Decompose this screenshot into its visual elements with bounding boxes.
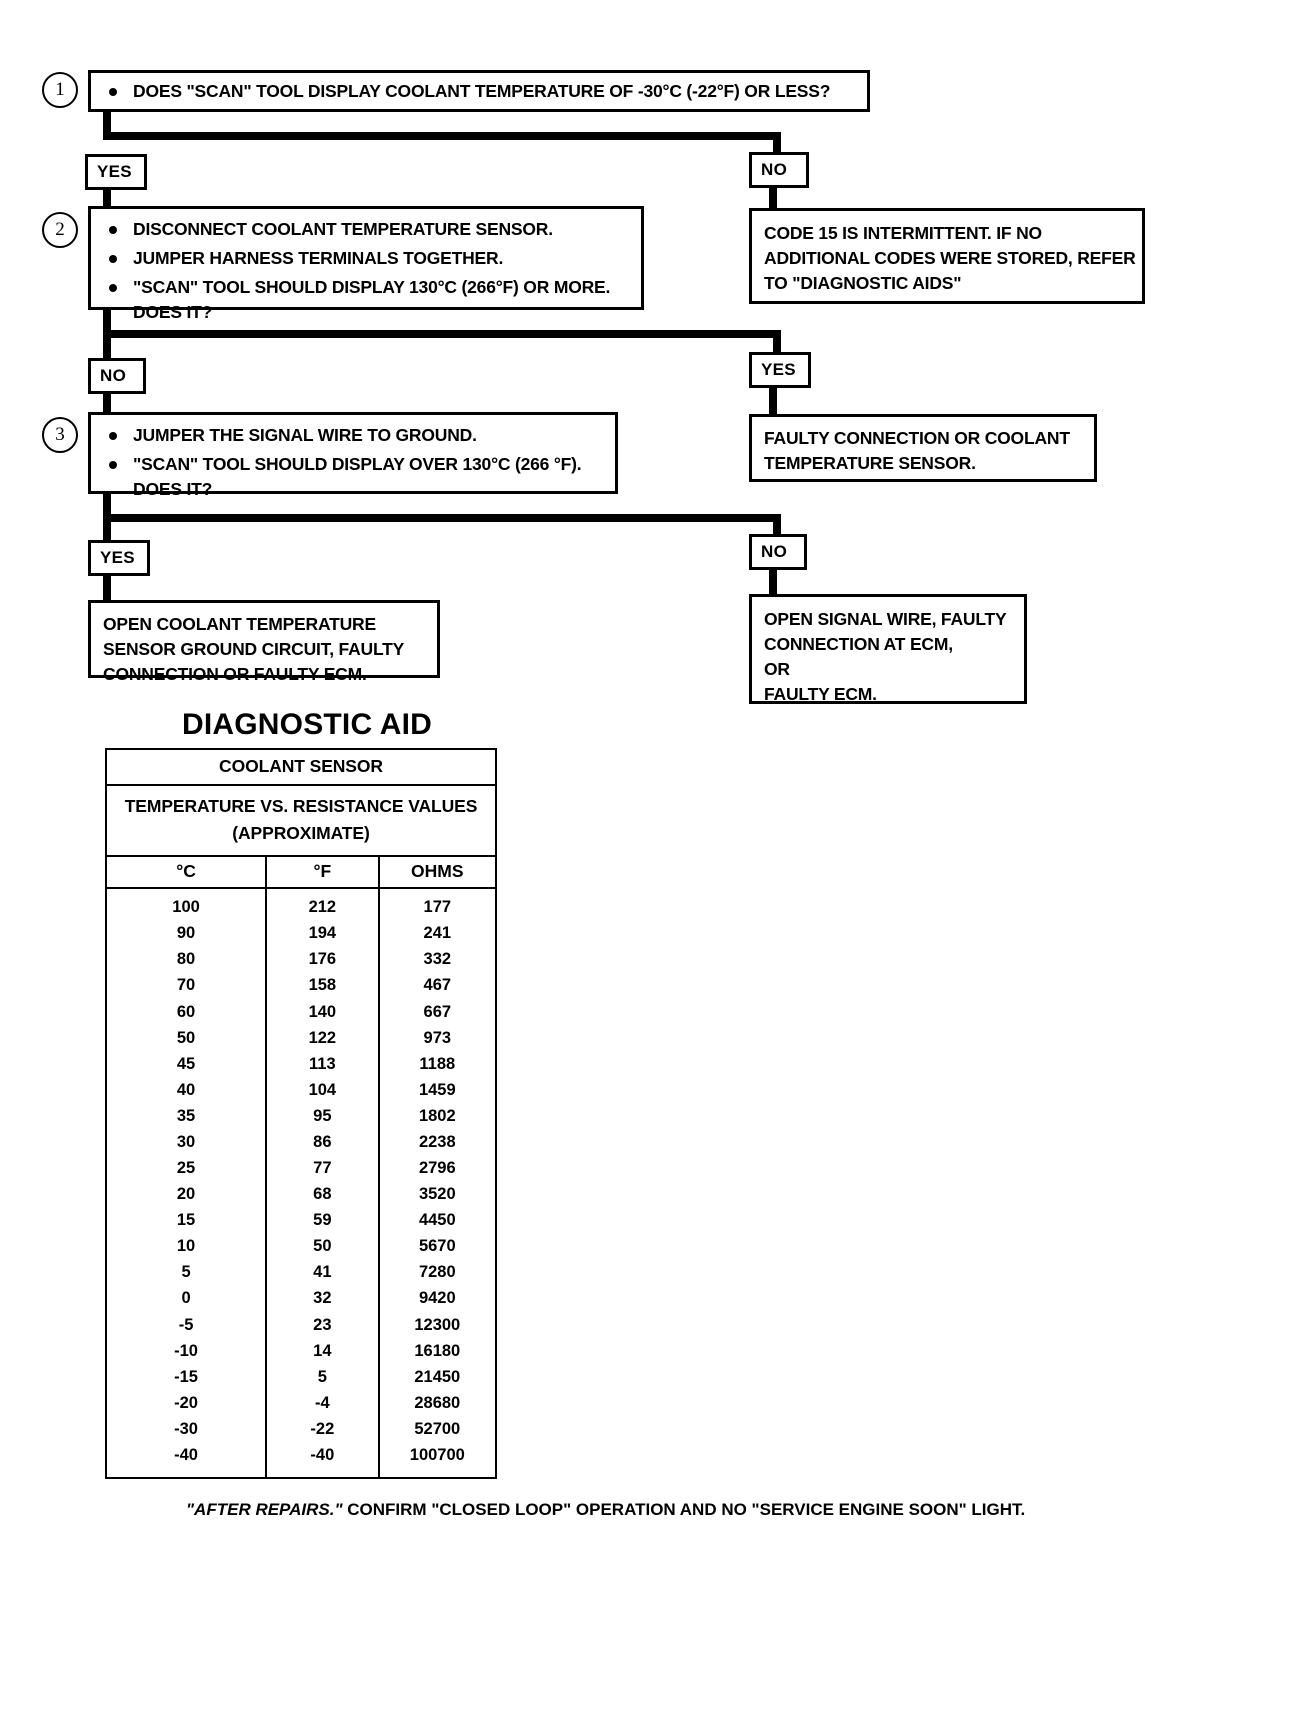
table-cell: 1459	[418, 1080, 456, 1099]
branch-1-yes	[85, 154, 147, 190]
table-cell: 45	[107, 1051, 266, 1077]
table-cell: 467	[423, 976, 452, 995]
step-1-box	[88, 70, 870, 112]
table-cell: 1188	[419, 1054, 456, 1073]
table-cell: 176	[266, 946, 379, 972]
table-cell: 80	[107, 946, 266, 972]
bullet-dot-icon	[109, 226, 117, 234]
result-open-signal-line-0: OPEN SIGNAL WIRE, FAULTY	[764, 609, 1007, 629]
bullet-dot-icon	[109, 461, 117, 469]
table-cell: -20	[107, 1390, 266, 1416]
result-code15-intermittent-box	[749, 208, 1145, 304]
table-cell: 14	[266, 1338, 379, 1364]
branch-1-yes-label: YES	[97, 162, 132, 181]
table-row	[107, 1025, 495, 1051]
table-cell: 9420	[418, 1289, 456, 1308]
table-cell: 194	[266, 920, 379, 946]
table-body	[107, 888, 495, 1477]
step-3-bullet-0	[103, 423, 605, 448]
step-3-box	[88, 412, 618, 499]
table-cell: -40	[107, 1442, 266, 1477]
table-cell: 5	[266, 1364, 379, 1390]
branch-2-yes-label: YES	[761, 360, 796, 379]
table-cell: 12300	[414, 1315, 461, 1334]
table-cell: 23	[266, 1312, 379, 1338]
step-2-continuation: DOES IT?	[133, 301, 213, 322]
column-header-ohms: OHMS	[379, 857, 495, 888]
table-row	[107, 1051, 495, 1077]
table-cell: 140	[266, 999, 379, 1025]
table-cell: 10	[107, 1233, 266, 1259]
table-cell: 52700	[414, 1419, 461, 1438]
table-row	[107, 999, 495, 1025]
table-cell: -15	[107, 1364, 266, 1390]
table-cell: 50	[266, 1233, 379, 1259]
bullet-dot-icon	[109, 432, 117, 440]
table-cell: 21450	[414, 1367, 461, 1386]
table-cell: 90	[107, 920, 266, 946]
table-row	[107, 1181, 495, 1207]
step-number-2	[42, 212, 78, 248]
step-number-2-label: 2	[55, 219, 65, 240]
result-faulty-line-0: FAULTY CONNECTION OR COOLANT	[764, 428, 1070, 448]
table-cell: 86	[266, 1129, 379, 1155]
step-number-1-label: 1	[55, 79, 65, 100]
branch-3-yes	[88, 540, 150, 576]
table-cell: 59	[266, 1207, 379, 1233]
branch-3-no-label: NO	[761, 542, 788, 561]
table-cell: 41	[266, 1259, 379, 1285]
footer-rest: CONFIRM "CLOSED LOOP" OPERATION AND NO "SERVICE ENGINE SOON" LIGHT.	[342, 1500, 1026, 1519]
bullet-dot-icon	[109, 88, 117, 96]
table-cell: 113	[266, 1051, 379, 1077]
result-open-ground-line-2: CONNECTION OR FAULTY ECM.	[103, 663, 367, 684]
table-row	[107, 972, 495, 998]
table-cell: 77	[266, 1155, 379, 1181]
table-cell: 100	[107, 888, 266, 920]
table-cell: 4450	[418, 1211, 456, 1230]
step-3-bullet-1	[103, 452, 605, 502]
bullet-dot-icon	[109, 284, 117, 292]
table-band-temp-vs-resistance	[107, 786, 495, 857]
table-cell: 32	[266, 1285, 379, 1311]
result-faulty-line-1: TEMPERATURE SENSOR.	[764, 452, 976, 473]
connector-step2-horizontal	[103, 330, 781, 338]
step-2-bullet-0-text: DISCONNECT COOLANT TEMPERATURE SENSOR.	[133, 219, 553, 239]
step-3-continuation: DOES IT?	[133, 478, 213, 499]
table-cell: 177	[423, 898, 452, 917]
table-cell: 60	[107, 999, 266, 1025]
step-3-bullet-list	[103, 423, 605, 502]
table-cell: 2796	[418, 1159, 456, 1178]
table-cell: 16180	[414, 1341, 461, 1360]
table-cell: -10	[107, 1338, 266, 1364]
table-cell: -30	[107, 1416, 266, 1442]
table-cell: 1802	[418, 1106, 456, 1125]
table-cell: 30	[107, 1129, 266, 1155]
branch-2-yes	[749, 352, 811, 388]
table-cell: 5	[107, 1259, 266, 1285]
connector-step1-vert-right	[773, 132, 781, 154]
table-cell: -4	[266, 1390, 379, 1416]
table-band-line-2: (APPROXIMATE)	[232, 823, 370, 844]
branch-3-yes-label: YES	[100, 548, 135, 567]
table-row	[107, 946, 495, 972]
branch-1-no-label: NO	[761, 160, 788, 179]
table-row	[107, 1338, 495, 1364]
step-2-bullet-2-text: "SCAN" TOOL SHOULD DISPLAY 130°C (266°F) OR MORE.	[133, 276, 611, 297]
result-faulty-connection-box	[749, 414, 1097, 482]
table-cell: 70	[107, 972, 266, 998]
connector-step3-vert-right	[773, 514, 781, 534]
connector-no3-to-result	[769, 570, 777, 596]
table-row	[107, 1103, 495, 1129]
table-row	[107, 1155, 495, 1181]
step-2-box	[88, 206, 644, 322]
table-cell: 0	[107, 1285, 266, 1311]
resistance-values-table	[107, 857, 495, 1477]
table-cell: -5	[107, 1312, 266, 1338]
table-band-coolant-sensor: COOLANT SENSOR	[107, 750, 495, 786]
table-row	[107, 1390, 495, 1416]
table-cell: 25	[107, 1155, 266, 1181]
after-repairs-footer	[186, 1500, 1025, 1520]
table-cell: 7280	[418, 1263, 456, 1282]
result-code15-line-0: CODE 15 IS INTERMITTENT. IF NO	[764, 223, 1042, 243]
branch-3-no	[749, 534, 807, 570]
table-row	[107, 1285, 495, 1311]
table-row	[107, 1077, 495, 1103]
table-cell: 28680	[414, 1393, 461, 1412]
table-cell: 15	[107, 1207, 266, 1233]
branch-2-no	[88, 358, 146, 394]
table-row	[107, 1233, 495, 1259]
branch-2-no-label: NO	[100, 366, 127, 385]
step-2-bullet-list	[103, 217, 631, 324]
table-cell: 20	[107, 1181, 266, 1207]
step-2-bullet-2	[103, 275, 631, 325]
step-1-bullet-0	[103, 79, 857, 104]
table-row	[107, 1442, 495, 1477]
table-row	[107, 1129, 495, 1155]
connector-yes3-to-result	[103, 576, 111, 602]
connector-step2-vert-right	[773, 330, 781, 352]
step-1-bullet-list	[103, 79, 857, 104]
table-cell: 40	[107, 1077, 266, 1103]
table-cell: 5670	[418, 1237, 456, 1256]
result-code15-line-2: TO "DIAGNOSTIC AIDS"	[764, 272, 962, 293]
table-cell: -22	[266, 1416, 379, 1442]
result-open-signal-line-3: FAULTY ECM.	[764, 683, 877, 704]
result-open-ground-circuit-box	[88, 600, 440, 684]
step-3-bullet-1-text: "SCAN" TOOL SHOULD DISPLAY OVER 130°C (266 °F).	[133, 453, 582, 474]
table-row	[107, 1207, 495, 1233]
table-cell: 122	[266, 1025, 379, 1051]
branch-1-no	[749, 152, 809, 188]
table-cell: 158	[266, 972, 379, 998]
table-band-line-1: TEMPERATURE VS. RESISTANCE VALUES	[124, 796, 478, 816]
table-row	[107, 920, 495, 946]
step-2-bullet-1-text: JUMPER HARNESS TERMINALS TOGETHER.	[133, 247, 504, 268]
result-open-ground-line-1: SENSOR GROUND CIRCUIT, FAULTY	[103, 638, 405, 659]
table-cell: 3520	[418, 1185, 456, 1204]
table-cell: 95	[266, 1103, 379, 1129]
table-row	[107, 1364, 495, 1390]
table-row	[107, 888, 495, 920]
table-cell: 100700	[409, 1445, 465, 1464]
table-cell: 50	[107, 1025, 266, 1051]
table-header-row	[107, 857, 495, 888]
connector-step3-horizontal	[103, 514, 781, 522]
step-number-3	[42, 417, 78, 453]
table-row	[107, 1312, 495, 1338]
connector-no1-to-result	[769, 188, 777, 208]
table-cell: 35	[107, 1103, 266, 1129]
table-cell: 973	[423, 1028, 452, 1047]
result-open-ground-line-0: OPEN COOLANT TEMPERATURE	[103, 614, 376, 634]
step-2-bullet-1	[103, 246, 631, 271]
table-cell: 332	[423, 950, 452, 969]
table-row	[107, 1416, 495, 1442]
table-cell: -40	[266, 1442, 379, 1477]
connector-step1-horizontal	[103, 132, 781, 140]
table-cell: 68	[266, 1181, 379, 1207]
footer-emphasis: "AFTER REPAIRS."	[186, 1500, 343, 1519]
column-header-fahrenheit: °F	[266, 857, 379, 888]
result-open-signal-line-2: OR	[764, 658, 790, 679]
step-number-3-label: 3	[55, 424, 65, 445]
bullet-dot-icon	[109, 255, 117, 263]
table-cell: 667	[423, 1002, 452, 1021]
connector-no2-to-step3	[103, 394, 111, 414]
result-open-signal-line-1: CONNECTION AT ECM,	[764, 633, 953, 654]
coolant-sensor-table	[105, 748, 497, 1479]
table-cell: 2238	[418, 1132, 456, 1151]
result-open-signal-wire-box	[749, 594, 1027, 704]
step-1-bullet-0-text: DOES "SCAN" TOOL DISPLAY COOLANT TEMPERATURE OF -30°C (-22°F) OR LESS?	[133, 81, 831, 101]
table-cell: 104	[266, 1077, 379, 1103]
column-header-celsius: °C	[107, 857, 266, 888]
table-cell: 241	[423, 924, 452, 943]
diagnostic-aid-title: DIAGNOSTIC AID	[182, 708, 433, 741]
step-3-bullet-0-text: JUMPER THE SIGNAL WIRE TO GROUND.	[133, 425, 477, 445]
result-code15-line-1: ADDITIONAL CODES WERE STORED, REFER	[764, 247, 1136, 268]
step-number-1	[42, 72, 78, 108]
connector-yes2-to-result	[769, 388, 777, 414]
table-row	[107, 1259, 495, 1285]
table-cell: 212	[266, 888, 379, 920]
step-2-bullet-0	[103, 217, 631, 242]
